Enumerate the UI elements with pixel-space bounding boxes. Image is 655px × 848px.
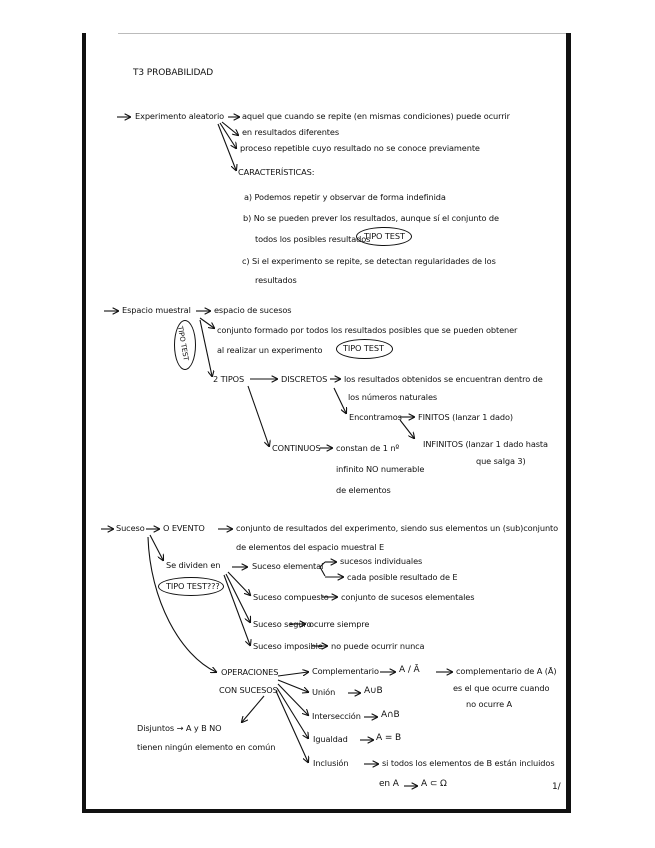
experimento-def1: aquel que cuando se repite (en mismas condiciones) puede ocurrir <box>242 111 510 121</box>
caracteristica-a: a) Podemos repetir y observar de forma indefinida <box>244 192 446 202</box>
seguro-label: Suceso seguro <box>253 619 312 629</box>
inclusion-def: si todos los elementos de B están incluidos <box>382 758 555 768</box>
se-dividen-label: Se dividen en <box>166 560 221 570</box>
finitos-label: FINITOS (lanzar 1 dado) <box>418 412 513 422</box>
suceso-def2: de elementos del espacio muestral E <box>236 542 385 552</box>
experimento-def1b: en resultados diferentes <box>242 127 340 137</box>
suceso-term: Suceso <box>116 523 145 533</box>
espacio-term: Espacio muestral <box>122 305 191 315</box>
igualdad-symbol: A = B <box>376 733 402 743</box>
experimento-term: Experimento aleatorio <box>135 111 225 121</box>
continuos-def: constan de 1 nº <box>336 443 400 453</box>
imposible-def: no puede ocurrir nunca <box>331 641 425 651</box>
complementario-def3: no ocurre A <box>466 699 513 709</box>
continuos-label: CONTINUOS <box>272 443 321 453</box>
inclusion-label: Inclusión <box>313 758 349 768</box>
operaciones-label-cont: CON SUCESOS <box>219 685 278 695</box>
tipo-test-label: TIPO TEST <box>343 343 384 353</box>
caracteristica-c: c) Si el experimento se repite, se detectan regularidades de los <box>242 256 496 266</box>
continuos-def2: infinito NO numerable <box>336 464 425 474</box>
tipo-test-label: TIPO TEST <box>364 231 405 241</box>
disjuntos-label: Disjuntos → A y B NO <box>137 723 222 733</box>
side-note-label: TIPO TEST <box>175 325 190 362</box>
discretos-label: DISCRETOS <box>281 374 328 384</box>
complementario-symbol: A / Ā <box>399 665 420 675</box>
experimento-def2: proceso repetible cuyo resultado no se conoce previamente <box>240 143 480 153</box>
complementario-label: Complementario <box>312 666 379 676</box>
continuos-def3: de elementos <box>336 485 391 495</box>
elemental-def-a: sucesos individuales <box>340 556 423 566</box>
infinitos-label: INFINITOS (lanzar 1 dado hasta <box>423 439 548 449</box>
discretos-def: los resultados obtenidos se encuentran dentro de <box>344 374 543 384</box>
operaciones-label: OPERACIONES <box>221 667 279 677</box>
imposible-label: Suceso imposible <box>253 641 323 651</box>
caracteristicas-label: CARACTERÍSTICAS: <box>238 167 315 177</box>
interseccion-label: Intersección <box>312 711 361 721</box>
tipo-test-label: TIPO TEST??? <box>166 581 220 591</box>
union-symbol: A∪B <box>364 686 383 696</box>
tipos-label: 2 TIPOS <box>213 374 245 384</box>
encontramos-label: Encontramos <box>349 412 402 422</box>
seguro-def: ocurre siempre <box>309 619 370 629</box>
espacio-def2b: al realizar un experimento <box>217 345 323 355</box>
caracteristica-b: b) No se pueden prever los resultados, aunque sí el conjunto de <box>243 213 499 223</box>
igualdad-label: Igualdad <box>313 734 348 744</box>
page-title: T3 PROBABILIDAD <box>133 68 214 78</box>
evento-label: O EVENTO <box>163 523 205 533</box>
complementario-def2: es el que ocurre cuando <box>453 683 550 693</box>
caracteristica-b-cont: todos los posibles resultados <box>255 234 371 244</box>
suceso-def: conjunto de resultados del experimento, siendo sus elementos un (sub)conjunto <box>236 523 559 533</box>
elemental-def-b: cada posible resultado de E <box>347 572 458 582</box>
elemental-label: Suceso elemental <box>252 561 324 571</box>
espacio-def1: espacio de sucesos <box>214 305 292 315</box>
interseccion-symbol: A∩B <box>381 710 400 720</box>
compuesto-def: conjunto de sucesos elementales <box>341 592 475 602</box>
compuesto-label: Suceso compuesto <box>253 592 329 602</box>
disjuntos-def: tienen ningún elemento en común <box>137 742 276 752</box>
espacio-def2: conjunto formado por todos los resultados posibles que se pueden obtener <box>217 325 518 335</box>
page-number: 1/ <box>552 782 561 792</box>
union-label: Unión <box>312 687 336 697</box>
complementario-def: complementario de A (Ā) <box>456 666 557 676</box>
inclusion-symbol: A ⊂ Ω <box>421 779 447 789</box>
inclusion-def2: en A <box>379 779 399 789</box>
infinitos-label-cont: que salga 3) <box>476 456 526 466</box>
discretos-def2: los números naturales <box>348 392 438 402</box>
caracteristica-c-cont: resultados <box>255 275 297 285</box>
